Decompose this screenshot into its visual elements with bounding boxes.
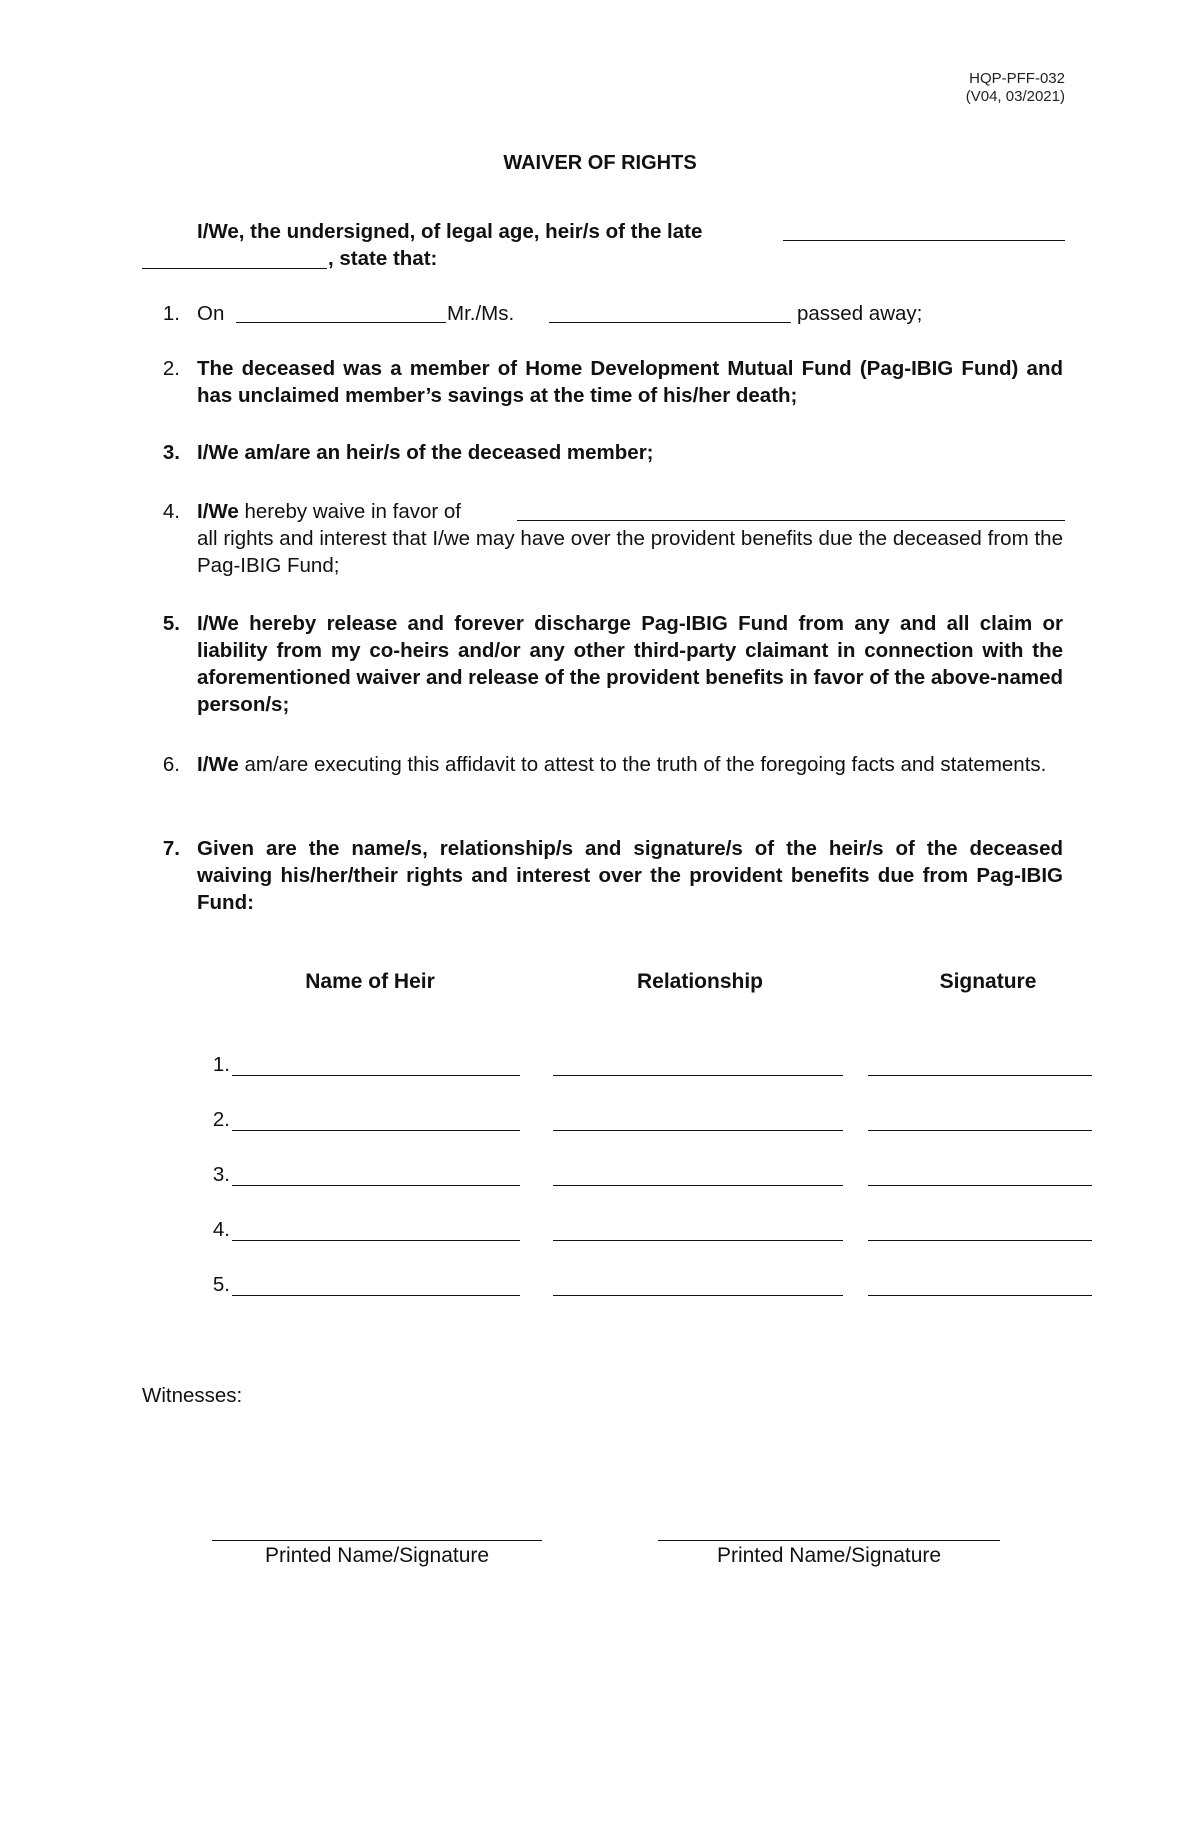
deceased-name-blank-1[interactable] (783, 240, 1065, 241)
item-3-number: 3. (162, 441, 180, 464)
heir-row-number: 5. (212, 1273, 230, 1296)
heir-name-blank[interactable] (232, 1240, 520, 1241)
witness-2-caption: Printed Name/Signature (716, 1544, 942, 1567)
heir-row-number: 1. (212, 1053, 230, 1076)
heir-relationship-blank[interactable] (553, 1075, 843, 1076)
heir-row-number: 4. (212, 1218, 230, 1241)
item-1-passed-away: passed away; (797, 302, 923, 325)
witness-1-caption: Printed Name/Signature (264, 1544, 490, 1567)
witnesses-label: Witnesses: (142, 1384, 243, 1407)
beneficiary-name-blank[interactable] (517, 520, 1065, 521)
item-1-number: 1. (162, 302, 180, 325)
item-4-number: 4. (162, 500, 180, 523)
deceased-member-name-blank[interactable] (549, 322, 791, 323)
intro-text: I/We, the undersigned, of legal age, heir/s of the late (197, 220, 703, 243)
item-6-text: am/are executing this affidavit to attest to the truth of the foregoing facts and statements. (244, 753, 1047, 776)
item-6-paragraph (197, 751, 1063, 778)
witness-1-signature-line[interactable] (212, 1540, 542, 1541)
heir-signature-blank[interactable] (868, 1295, 1092, 1296)
item-7-text: Given are the name/s, relationship/s and signature/s of the heir/s of the deceased waiving his/her/their rights and interest over the provident benefits due from Pag-IBIG Fund: (197, 837, 1063, 914)
heir-relationship-blank[interactable] (553, 1185, 843, 1186)
item-4-waive-text: hereby waive in favor of (244, 500, 461, 523)
witness-2-signature-line[interactable] (658, 1540, 1000, 1541)
item-6-bold: I/We (197, 753, 239, 776)
item-5-number: 5. (162, 612, 180, 635)
heir-relationship-blank[interactable] (553, 1295, 843, 1296)
item-2-text: The deceased was a member of Home Development Mutual Fund (Pag-IBIG Fund) and has unclaimed member’s savings at the time of his/her death; (197, 357, 1063, 407)
heir-relationship-blank[interactable] (553, 1240, 843, 1241)
heir-relationship-blank[interactable] (553, 1130, 843, 1131)
form-code-block (905, 70, 1065, 106)
column-name-of-heir: Name of Heir (305, 970, 435, 993)
heir-row-number: 3. (212, 1163, 230, 1186)
column-signature: Signature (939, 970, 1037, 993)
form-version: (V04, 03/2021) (965, 88, 1065, 105)
item-4-bold: I/We (197, 500, 239, 523)
heir-name-blank[interactable] (232, 1130, 520, 1131)
item-4-text: all rights and interest that I/we may have over the provident benefits due the deceased from the Pag-IBIG Fund; (197, 527, 1063, 577)
item-2-number: 2. (162, 357, 180, 380)
item-1-mr-ms: Mr./Ms. (447, 302, 515, 325)
heir-signature-blank[interactable] (868, 1185, 1092, 1186)
item-3-text: I/We am/are an heir/s of the deceased member; (197, 441, 654, 464)
heir-row-number: 2. (212, 1108, 230, 1131)
heir-name-blank[interactable] (232, 1185, 520, 1186)
item-4-line-1 (197, 498, 461, 525)
item-5-text: I/We hereby release and forever discharge Pag-IBIG Fund from any and all claim or liability from my co-heirs and/or any other third-party claimant in connection with the aforementioned waiver and release of the provident benefits in favor of the above-named person/s; (197, 612, 1063, 716)
item-1-on: On (197, 302, 225, 325)
heir-name-blank[interactable] (232, 1075, 520, 1076)
heir-signature-blank[interactable] (868, 1240, 1092, 1241)
form-code: HQP-PFF-032 (969, 70, 1065, 87)
intro-line-2: , state that: (328, 247, 438, 270)
item-7-number: 7. (162, 837, 180, 860)
item-6-number: 6. (162, 753, 180, 776)
deceased-name-blank-2[interactable] (142, 268, 327, 269)
heir-name-blank[interactable] (232, 1295, 520, 1296)
document-title: WAIVER OF RIGHTS (503, 152, 697, 174)
heir-signature-blank[interactable] (868, 1075, 1092, 1076)
date-of-death-blank[interactable] (236, 322, 446, 323)
heir-signature-blank[interactable] (868, 1130, 1092, 1131)
column-relationship: Relationship (636, 970, 763, 993)
